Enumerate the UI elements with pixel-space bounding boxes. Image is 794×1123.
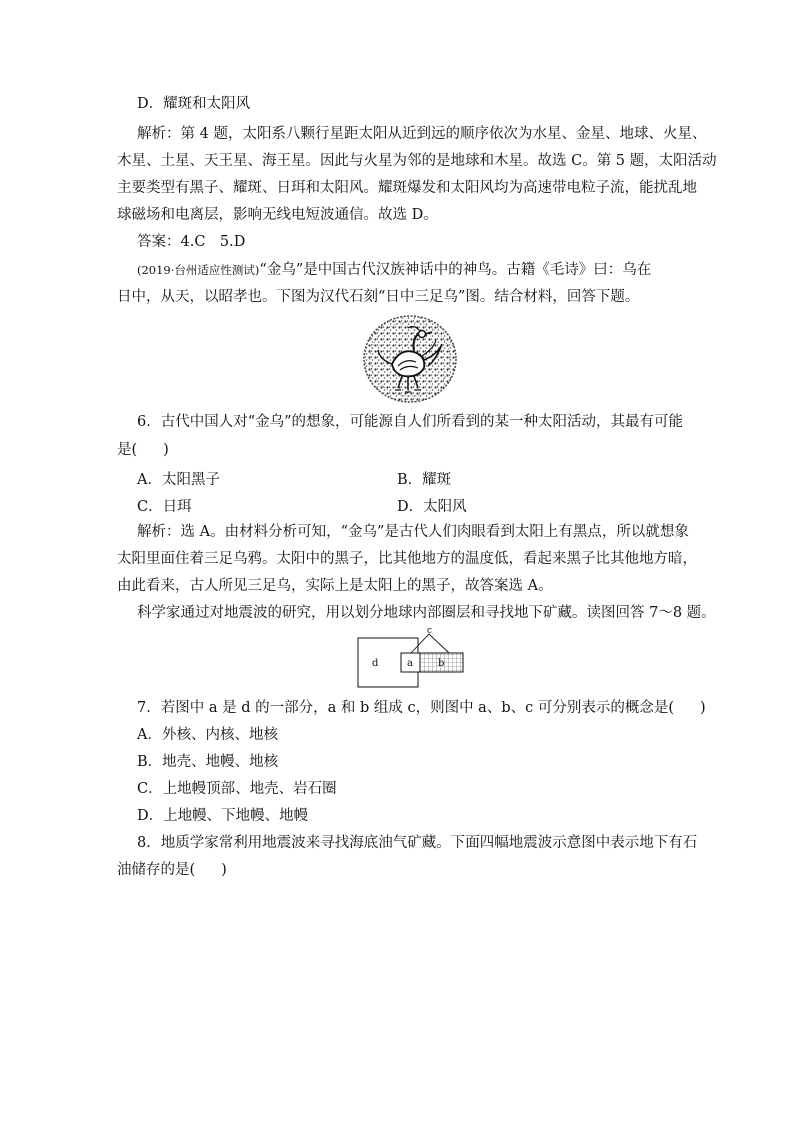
q6-option-b: B．耀斑	[397, 472, 452, 488]
q6-stem-prefix: 是(	[117, 442, 138, 458]
q7-stem-prefix: 7．若图中 a 是 d 的一部分，a 和 b 组成 c，则图中 a、b、c 可分别表示的概念是(	[137, 700, 674, 716]
diagram-label-a: a	[407, 658, 413, 669]
intro-source: (2019·台州适应性测试)	[137, 263, 260, 277]
q8-stem-suffix: )	[221, 862, 227, 878]
analysis-45-line-1: 解析：第 4 题，太阳系八颗行星距太阳从近到远的顺序依次为水星、金星、地球、火星、	[137, 126, 707, 142]
intro-78: 科学家通过对地震波的研究，用以划分地球内部圈层和寻找地下矿藏。读图回答 7～8 题。	[137, 605, 716, 621]
q6-option-c: C．日珥	[137, 499, 192, 515]
intro-line-2: 日中，从天，以昭孝也。下图为汉代石刻“日中三足乌”图。结合材料，回答下题。	[117, 289, 640, 305]
answer-45: 答案：4.C 5.D	[137, 234, 246, 250]
q7-option-c: C．上地幔顶部、地壳、岩石圈	[137, 781, 337, 797]
q8-stem-line-1: 8．地质学家常利用地震波来寻找海底油气矿藏。下面四幅地震波示意图中表示地下有石	[137, 835, 698, 851]
diagram-label-c: c	[427, 626, 433, 636]
q5-option-d: D．耀斑和太阳风	[137, 96, 251, 112]
analysis-45-line-2: 木星、土星、天王星、海王星。因此与火星为邻的是地球和木星。故选 C。第 5 题，太阳活动	[117, 153, 717, 169]
q7-stem	[137, 698, 706, 718]
diagram-label-b: b	[438, 658, 445, 669]
q8-stem-prefix: 油储存的是(	[117, 862, 196, 878]
intro-line-1	[137, 260, 651, 280]
q6-stem-line-2	[117, 440, 169, 460]
analysis-6-line-3: 由此看来，古人所见三足乌，实际上是太阳上的黑子，故答案选 A。	[117, 578, 553, 594]
analysis-6-line-1: 解析：选 A。由材料分析可知，“金乌”是古代人们肉眼看到太阳上有黑点，所以就想象	[137, 524, 689, 540]
analysis-6-line-2: 太阳里面住着三足乌鸦。太阳中的黑子，比其他地方的温度低，看起来黑子比其他地方暗，	[117, 551, 697, 567]
q6-stem-line-1: 6．古代中国人对“金乌”的想象，可能源自人们所看到的某一种太阳活动，其最有可能	[137, 414, 684, 430]
q6-stem-suffix: )	[163, 442, 169, 458]
q7-option-b: B．地壳、地幔、地核	[137, 754, 279, 770]
q7-option-a: A．外核、内核、地核	[137, 727, 278, 743]
q6-option-a: A．太阳黑子	[137, 472, 220, 488]
three-legged-crow-carving-image	[362, 314, 458, 404]
analysis-45-line-4: 球磁场和电离层，影响无线电短波通信。故选 D。	[117, 207, 438, 223]
q7-stem-suffix: )	[700, 700, 706, 716]
intro-line-1-text: “金乌”是中国古代汉族神话中的神鸟。古籍《毛诗》曰：乌在	[259, 262, 652, 278]
q7-option-d: D．上地幔、下地幔、地幔	[137, 808, 309, 824]
q8-stem-line-2	[117, 860, 227, 880]
q6-option-d: D．太阳风	[397, 499, 467, 515]
concept-set-diagram	[356, 626, 466, 690]
analysis-45-line-3: 主要类型有黑子、耀斑、日珥和太阳风。耀斑爆发和太阳风均为高速带电粒子流，能扰乱地	[117, 180, 697, 196]
diagram-label-d: d	[372, 658, 379, 669]
